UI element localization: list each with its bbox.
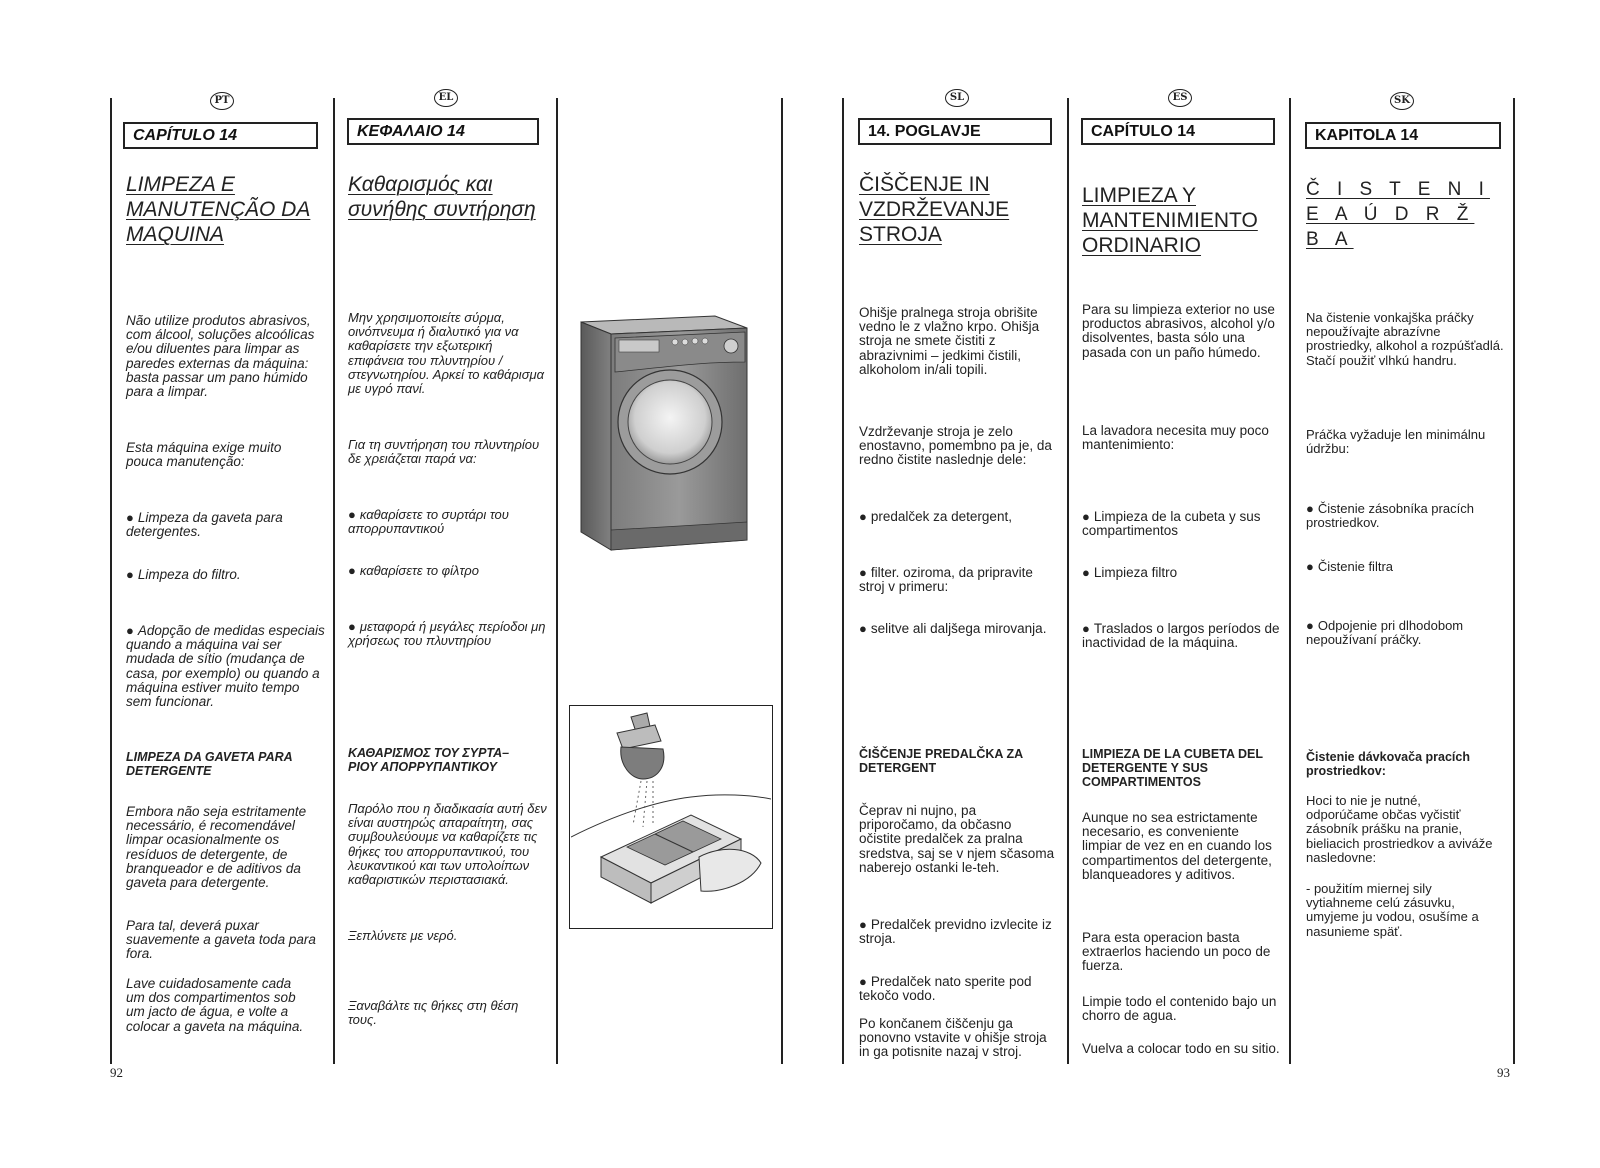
bullet-item-sk-3: ● Odpojenie pri dlhodobom nepoužívaní práčky. [1306,619,1504,647]
subheading-es: LIMPIEZA DE LA CUBETA DEL DETERGENTE Y SUS COMPARTIMENTOS [1082,747,1263,790]
section-title-el: Καθαρισμός και συνήθης συντήρηση [348,173,536,221]
chapter-heading-el: ΚΕΦΑΛΑΙΟ 14 [347,118,539,145]
page-number-left: 92 [110,1065,123,1080]
intro-text-pt: Não utilize produtos abrasivos, com álcool, soluções alcoólicas e/ou diluentes para limpar as paredes externas da máquina: basta passar um pano húmido para a limpar. [126,313,315,400]
column-rule [781,98,783,1064]
step-text-pt-1: Embora não seja estritamente necessário, é recomendável limpar ocasionalmente os resíduos de detergente, de branqueador e de aditivos da gaveta para detergente. [126,804,307,891]
bullet-item-es-2: ● Limpieza filtro [1082,566,1280,580]
bullet-item-el-3: ● μεταφορά ή μεγάλες περίοδοι μη χρήσεως του πλυντηρίου [348,620,548,648]
step-text-es-3: Limpie todo el contenido bajo un chorro de agua. [1082,994,1277,1024]
bullet-item-sl-3: ● selitve ali daljšega mirovanja. [859,622,1057,636]
step-text-es-4: Vuelva a colocar todo en su sitio. [1082,1041,1280,1056]
column-rule [333,98,335,1064]
section-title-sk: Č I S T E N I E A Ú D R Ž B A [1306,179,1490,250]
subheading-sl: ČIŠČENJE PREDALČKA ZA DETERGENT [859,747,1023,776]
language-badge-pt: PT [210,92,234,110]
bullet-item-el-2: ● καθαρίσετε το φίλτρο [348,564,548,578]
bullet-item-pt-2: ● Limpeza do filtro. [126,568,321,582]
bullet-item-pt-1: ● Limpeza da gaveta para detergentes. [126,511,321,539]
bullet-item-sl-2: ● filter. oziroma, da pripravite stroj v primeru: [859,566,1057,594]
maintenance-text-es: La lavadora necesita muy poco mantenimiento: [1082,423,1269,453]
subheading-sk: Čistenie dávkovača pracích prostriedkov: [1306,750,1470,779]
maintenance-text-pt: Esta máquina exige muito pouca manutenção: [126,440,282,470]
chapter-heading-sl: 14. POGLAVJE [858,118,1052,145]
step-text-el-3: Ξαναβάλτε τις θήκες στη θέση τους. [348,998,519,1028]
intro-text-el: Μην χρησιμοποιείτε σύρμα, οινόπνευμα ή διαλυτικό για να καθαρίσετε την εξωτερική επιφάνεια του πλυντηρίου / στεγνωτηρίου. Αρκεί το καθάρισμα με υγρό πανί. [348,310,545,397]
maintenance-text-el: Για τη συντήρηση του πλυντηρίου δε χρειάζεται παρά να: [348,437,540,467]
bullet-item-pt-3: ● Adopção de medidas especiais quando a máquina vai ser mudada de sítio (mudança de casa, por exemplo) ou quando a máquina estiver muito tempo sem funcionar. [126,624,326,709]
intro-text-sl: Ohišje pralnega stroja obrišite vedno le z vlažno krpo. Ohišja stroja ne smete čistiti z abrazivnimi – jedkimi čistili, alkoholom in/ali topili. [859,305,1040,377]
step-text-sk-2: - použitím miernej sily vytiahneme celú zásuvku, umyjeme ju vodou, osušíme a nasunieme späť. [1306,881,1479,939]
step-text-sl-2: ● Predalček previdno izvlecite iz stroja. [859,918,1057,946]
chapter-heading-sk: KAPITOLA 14 [1305,122,1501,149]
intro-text-sk: Na čistenie vonkajška práčky nepoužívajte abrazívne prostriedky, alkohol a rozpúšťadlá. Stačí použiť vlhkú handru. [1306,310,1504,368]
page-number-right: 93 [1497,1065,1510,1080]
subheading-el: ΚΑΘΑΡΙΣΜΟΣ ΤΟΥ ΣΥΡΤΑ– ΡΙΟΥ ΑΠΟΡΡΥΠΑΝΤΙΚΟΥ [348,746,510,775]
maintenance-text-sl: Vzdrževanje stroja je zelo enostavno, pomembno pa je, da redno čistite naslednje dele: [859,424,1052,468]
chapter-heading-es: CAPÍTULO 14 [1081,118,1275,145]
section-title-es: LIMPIEZA Y MANTENIMIENTO ORDINARIO [1082,184,1258,257]
maintenance-text-sk: Práčka vyžaduje len minimálnu údržbu: [1306,427,1486,457]
step-text-sl-4: Po končanem čiščenju ga ponovno vstavite v ohišje stroja in ga potisnite nazaj v stroj. [859,1016,1047,1060]
column-rule [1513,98,1515,1064]
step-text-sk-1: Hoci to nie je nutné, odporúčame občas vyčistiť zásobník prášku na pranie, bieliacich prostriedkov a aviváže nasledovne: [1306,793,1493,865]
step-text-el-1: Παρόλο που η διαδικασία αυτή δεν είναι αυστηρώς απαραίτητη, σας συμβουλεύουμε να καθαρίζετε τις θήκες του απορρυπαντικού, του λευκαντικού και των υπολοίπων καθαριστικών περιστασιακά. [348,801,547,888]
step-text-es-2: Para esta operacion basta extraerlos haciendo un poco de fuerza. [1082,930,1271,974]
bullet-item-sk-1: ● Čistenie zásobníka pracích prostriedkov. [1306,502,1504,530]
language-badge-es: ES [1168,89,1192,107]
bullet-item-sk-2: ● Čistenie filtra [1306,560,1504,574]
bullet-item-el-1: ● καθαρίσετε το συρτάρι του απορρυπαντικού [348,508,548,536]
step-text-pt-2: Para tal, deverá puxar suavemente a gaveta toda para fora. [126,918,316,962]
step-text-pt-3: Lave cuidadosamente cada um dos compartimentos sob um jacto de água, e volte a colocar a gaveta na máquina. [126,976,304,1034]
column-rule [556,98,558,1064]
subheading-pt: LIMPEZA DA GAVETA PARA DETERGENTE [126,750,293,779]
language-badge-el: EL [434,89,458,107]
bullet-item-es-3: ● Traslados o largos períodos de inactividad de la máquina. [1082,622,1280,650]
washing-machine-illustration [575,310,765,560]
step-text-sl-3: ● Predalček nato sperite pod tekočo vodo. [859,975,1057,1003]
detergent-drawer-rinse-illustration [571,707,771,927]
bullet-item-sl-1: ● predalček za detergent, [859,510,1057,524]
step-text-sl-1: Čeprav ni nujno, pa priporočamo, da občasno očistite predalček za pralna sredstva, saj se v njem sčasoma naberejo ostanki le-teh. [859,803,1055,875]
chapter-heading-pt: CAPÍTULO 14 [123,122,318,149]
bullet-item-es-1: ● Limpieza de la cubeta y sus compartimentos [1082,510,1280,538]
section-title-sl: ČIŠČENJE IN VZDRŽEVANJE STROJA [859,173,1010,246]
column-rule [1067,98,1069,1064]
column-rule [842,98,844,1064]
column-rule [1289,98,1291,1064]
step-text-el-2: Ξεπλύνετε με νερό. [348,928,458,943]
column-rule [110,98,112,1064]
language-badge-sk: SK [1390,92,1414,110]
step-text-es-1: Aunque no sea estrictamente necesario, es conveniente limpiar de vez en en cuando los compartimentos del detergente, blanqueadores y aditivos. [1082,810,1272,882]
intro-text-es: Para su limpieza exterior no use productos abrasivos, alcohol y/o disolventes, basta sólo una pasada con un paño húmedo. [1082,302,1275,360]
language-badge-sl: SL [945,89,969,107]
section-title-pt: LIMPEZA E MANUTENÇÃO DA MAQUINA [126,173,311,246]
